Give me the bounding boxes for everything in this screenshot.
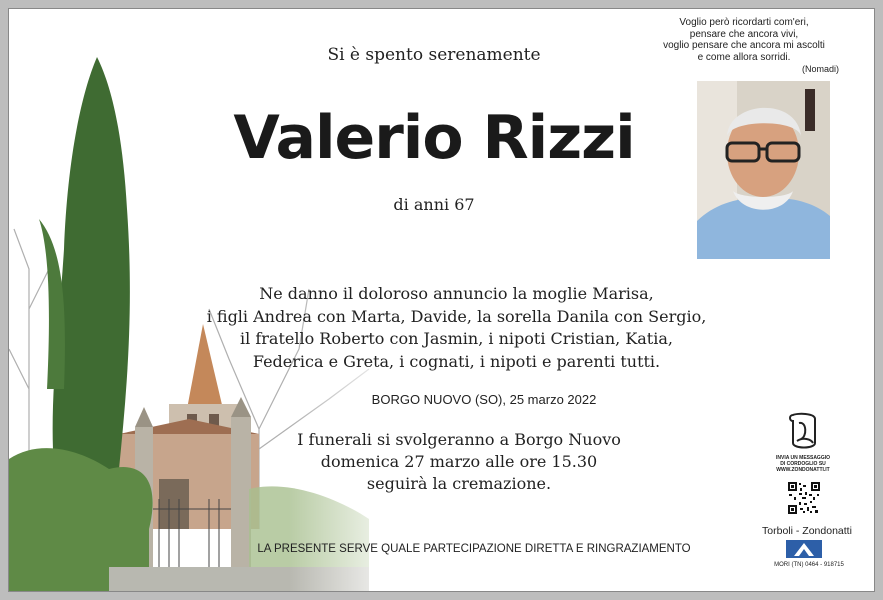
portrait-photo xyxy=(697,81,830,259)
age: di anni 67 xyxy=(393,195,475,214)
firm-logo-icon xyxy=(786,540,822,558)
condolence-line: INVIA UN MESSAGGIO xyxy=(776,455,830,461)
qr-code-icon[interactable] xyxy=(788,482,820,514)
funeral-info xyxy=(259,429,659,495)
funeral-line: seguirà la cremazione. xyxy=(366,474,552,493)
condolence-block xyxy=(771,411,835,473)
condolence-line: DI CORDOGLIO SU xyxy=(780,461,826,467)
announcement xyxy=(184,283,729,373)
announcement-line: Ne danno il doloroso annuncio la moglie Marisa, xyxy=(259,284,654,303)
quote-author: (Nomadi) xyxy=(801,64,839,74)
place-date: BORGO NUOVO (SO), 25 marzo 2022 xyxy=(371,392,597,407)
funeral-line: I funerali si svolgeranno a Borgo Nuovo xyxy=(297,430,621,449)
footer-note: LA PRESENTE SERVE QUALE PARTECIPAZIONE DIRETTA E RINGRAZIAMENTO xyxy=(257,543,691,555)
quote-line: e come allora sorridi. xyxy=(697,51,791,63)
firm-name: Torboli - Zondonatti xyxy=(762,525,852,537)
quote-line: pensare che ancora vivi, xyxy=(689,28,799,40)
subtitle: Si è spento serenamente xyxy=(327,45,541,65)
quote xyxy=(649,17,839,63)
deceased-name: Valerio Rizzi xyxy=(233,103,635,173)
condolence-line[interactable]: WWW.ZONDONATTI.IT xyxy=(776,467,830,473)
announcement-line: il fratello Roberto con Jasmin, i nipoti Cristian, Katia, xyxy=(240,329,673,348)
quote-line: voglio pensare che ancora mi ascolti xyxy=(663,40,825,51)
firm-contact: MORI (TN) 0464 - 918715 xyxy=(774,562,844,568)
scroll-icon xyxy=(785,411,821,451)
announcement-line: Federica e Greta, i cognati, i nipoti e parenti tutti. xyxy=(252,351,661,371)
obituary-notice xyxy=(8,8,875,592)
funeral-line: domenica 27 marzo alle ore 15.30 xyxy=(320,452,598,471)
announcement-line: i figli Andrea con Marta, Davide, la sorella Danila con Sergio, xyxy=(206,306,707,326)
quote-line: Voglio però ricordarti com'eri, xyxy=(679,17,809,28)
